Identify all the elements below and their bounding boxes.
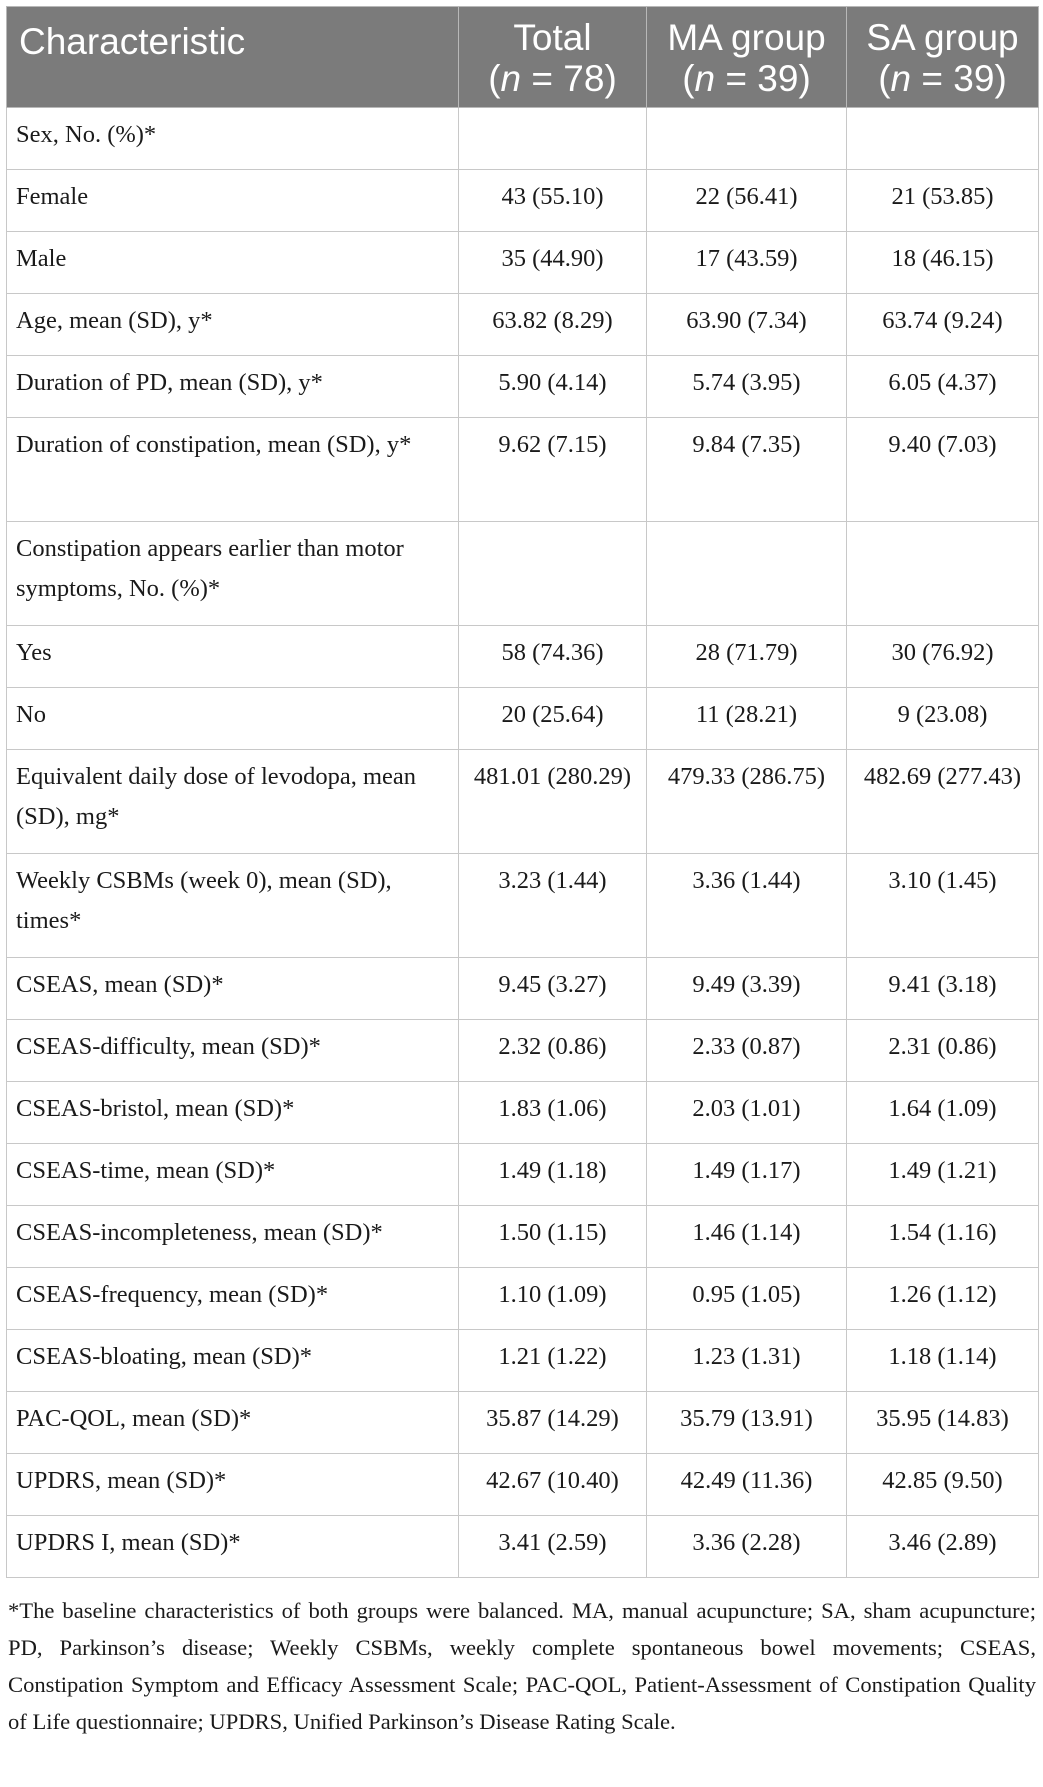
- table-row: [7, 1020, 1039, 1082]
- cell-sa: 1.49 (1.21): [847, 1144, 1039, 1206]
- cell-sa: 482.69 (277.43): [847, 750, 1039, 854]
- cell-ma: 1.23 (1.31): [647, 1330, 847, 1392]
- header-total: Total (n = 78): [459, 7, 647, 108]
- cell-total: 1.49 (1.18): [459, 1144, 647, 1206]
- row-label: Sex, No. (%)*: [7, 108, 459, 170]
- cell-total: 1.10 (1.09): [459, 1268, 647, 1330]
- cell-sa: 1.18 (1.14): [847, 1330, 1039, 1392]
- cell-total: 35.87 (14.29): [459, 1392, 647, 1454]
- table-row: [7, 1392, 1039, 1454]
- table-row: [7, 418, 1039, 522]
- row-label: CSEAS-bristol, mean (SD)*: [7, 1082, 459, 1144]
- cell-sa: 3.10 (1.45): [847, 854, 1039, 958]
- table-footnote: *The baseline characteristics of both groups were balanced. MA, manual acupuncture; SA, sham acupuncture; PD, Parkinson’s disease; Weekly CSBMs, weekly complete spontaneous bowel movements; CSEAS, Constipation Symptom and Efficacy Assessment Scale; PAC-QOL, Patient-Assessment of Constipation Quality of Life questionnaire; UPDRS, Unified Parkinson’s Disease Rating Scale.: [8, 1598, 1036, 1734]
- header-ma-n: 39: [757, 58, 799, 99]
- cell-total: 1.83 (1.06): [459, 1082, 647, 1144]
- cell-total: 42.67 (10.40): [459, 1454, 647, 1516]
- cell-sa: 1.54 (1.16): [847, 1206, 1039, 1268]
- cell-sa: 1.26 (1.12): [847, 1268, 1039, 1330]
- table-row: [7, 626, 1039, 688]
- cell-total: 1.21 (1.22): [459, 1330, 647, 1392]
- cell-ma: 2.03 (1.01): [647, 1082, 847, 1144]
- cell-sa: 2.31 (0.86): [847, 1020, 1039, 1082]
- cell-ma: 1.49 (1.17): [647, 1144, 847, 1206]
- cell-ma: 0.95 (1.05): [647, 1268, 847, 1330]
- table-row: [7, 854, 1039, 958]
- table-row: [7, 170, 1039, 232]
- table-row: [7, 1268, 1039, 1330]
- row-label: Constipation appears earlier than motor symptoms, No. (%)*: [7, 522, 459, 626]
- table-row: [7, 958, 1039, 1020]
- row-label: Duration of PD, mean (SD), y*: [7, 356, 459, 418]
- row-label: PAC-QOL, mean (SD)*: [7, 1392, 459, 1454]
- header-row: [7, 7, 1039, 108]
- header-characteristic: Characteristic: [7, 7, 459, 108]
- table-row: [7, 522, 1039, 626]
- cell-ma: 35.79 (13.91): [647, 1392, 847, 1454]
- header-total-n: 78: [563, 58, 605, 99]
- cell-total: 2.32 (0.86): [459, 1020, 647, 1082]
- cell-total: 43 (55.10): [459, 170, 647, 232]
- cell-ma: [647, 522, 847, 626]
- cell-ma: 9.49 (3.39): [647, 958, 847, 1020]
- row-label: Duration of constipation, mean (SD), y*: [7, 418, 459, 522]
- row-label: CSEAS, mean (SD)*: [7, 958, 459, 1020]
- cell-total: 3.23 (1.44): [459, 854, 647, 958]
- row-label: CSEAS-time, mean (SD)*: [7, 1144, 459, 1206]
- row-label: Male: [7, 232, 459, 294]
- table-row: [7, 108, 1039, 170]
- cell-total: [459, 108, 647, 170]
- cell-total: 63.82 (8.29): [459, 294, 647, 356]
- baseline-characteristics-table: [6, 6, 1039, 1578]
- cell-total: 5.90 (4.14): [459, 356, 647, 418]
- cell-sa: [847, 522, 1039, 626]
- table-row: [7, 1144, 1039, 1206]
- cell-total: 1.50 (1.15): [459, 1206, 647, 1268]
- cell-sa: 6.05 (4.37): [847, 356, 1039, 418]
- cell-ma: 479.33 (286.75): [647, 750, 847, 854]
- row-label: UPDRS, mean (SD)*: [7, 1454, 459, 1516]
- cell-ma: 2.33 (0.87): [647, 1020, 847, 1082]
- row-label: Yes: [7, 626, 459, 688]
- row-label: Age, mean (SD), y*: [7, 294, 459, 356]
- table-row: [7, 1454, 1039, 1516]
- cell-ma: 28 (71.79): [647, 626, 847, 688]
- cell-sa: 63.74 (9.24): [847, 294, 1039, 356]
- row-label: No: [7, 688, 459, 750]
- row-label: CSEAS-incompleteness, mean (SD)*: [7, 1206, 459, 1268]
- header-ma-group: MA group (n = 39): [647, 7, 847, 108]
- cell-sa: 42.85 (9.50): [847, 1454, 1039, 1516]
- header-sa-group: SA group (n = 39): [847, 7, 1039, 108]
- table-row: [7, 1516, 1039, 1578]
- cell-ma: 17 (43.59): [647, 232, 847, 294]
- row-label: UPDRS I, mean (SD)*: [7, 1516, 459, 1578]
- table-row: [7, 750, 1039, 854]
- cell-sa: 3.46 (2.89): [847, 1516, 1039, 1578]
- table-row: [7, 294, 1039, 356]
- cell-total: 9.62 (7.15): [459, 418, 647, 522]
- header-total-label: Total: [513, 17, 592, 58]
- cell-sa: 1.64 (1.09): [847, 1082, 1039, 1144]
- cell-sa: 30 (76.92): [847, 626, 1039, 688]
- cell-total: 58 (74.36): [459, 626, 647, 688]
- cell-sa: 9.40 (7.03): [847, 418, 1039, 522]
- cell-ma: 9.84 (7.35): [647, 418, 847, 522]
- row-label: Female: [7, 170, 459, 232]
- header-ma-label: MA group: [667, 17, 826, 58]
- cell-ma: 42.49 (11.36): [647, 1454, 847, 1516]
- cell-ma: 11 (28.21): [647, 688, 847, 750]
- header-sa-n: 39: [953, 58, 995, 99]
- cell-total: 3.41 (2.59): [459, 1516, 647, 1578]
- cell-ma: 1.46 (1.14): [647, 1206, 847, 1268]
- table-row: [7, 688, 1039, 750]
- cell-total: 9.45 (3.27): [459, 958, 647, 1020]
- cell-ma: 22 (56.41): [647, 170, 847, 232]
- table-container: [6, 6, 1038, 1740]
- table-row: [7, 356, 1039, 418]
- table-row: [7, 1330, 1039, 1392]
- cell-sa: 21 (53.85): [847, 170, 1039, 232]
- cell-ma: 3.36 (1.44): [647, 854, 847, 958]
- cell-ma: 3.36 (2.28): [647, 1516, 847, 1578]
- row-label: CSEAS-bloating, mean (SD)*: [7, 1330, 459, 1392]
- cell-total: 20 (25.64): [459, 688, 647, 750]
- cell-total: 35 (44.90): [459, 232, 647, 294]
- table-row: [7, 1206, 1039, 1268]
- cell-total: 481.01 (280.29): [459, 750, 647, 854]
- cell-sa: [847, 108, 1039, 170]
- cell-ma: [647, 108, 847, 170]
- cell-ma: 5.74 (3.95): [647, 356, 847, 418]
- table-row: [7, 1082, 1039, 1144]
- cell-sa: 9 (23.08): [847, 688, 1039, 750]
- cell-sa: 18 (46.15): [847, 232, 1039, 294]
- row-label: CSEAS-frequency, mean (SD)*: [7, 1268, 459, 1330]
- table-row: [7, 232, 1039, 294]
- row-label: Equivalent daily dose of levodopa, mean (SD), mg*: [7, 750, 459, 854]
- cell-ma: 63.90 (7.34): [647, 294, 847, 356]
- row-label: CSEAS-difficulty, mean (SD)*: [7, 1020, 459, 1082]
- header-sa-label: SA group: [866, 17, 1019, 58]
- cell-sa: 9.41 (3.18): [847, 958, 1039, 1020]
- cell-total: [459, 522, 647, 626]
- cell-sa: 35.95 (14.83): [847, 1392, 1039, 1454]
- row-label: Weekly CSBMs (week 0), mean (SD), times*: [7, 854, 459, 958]
